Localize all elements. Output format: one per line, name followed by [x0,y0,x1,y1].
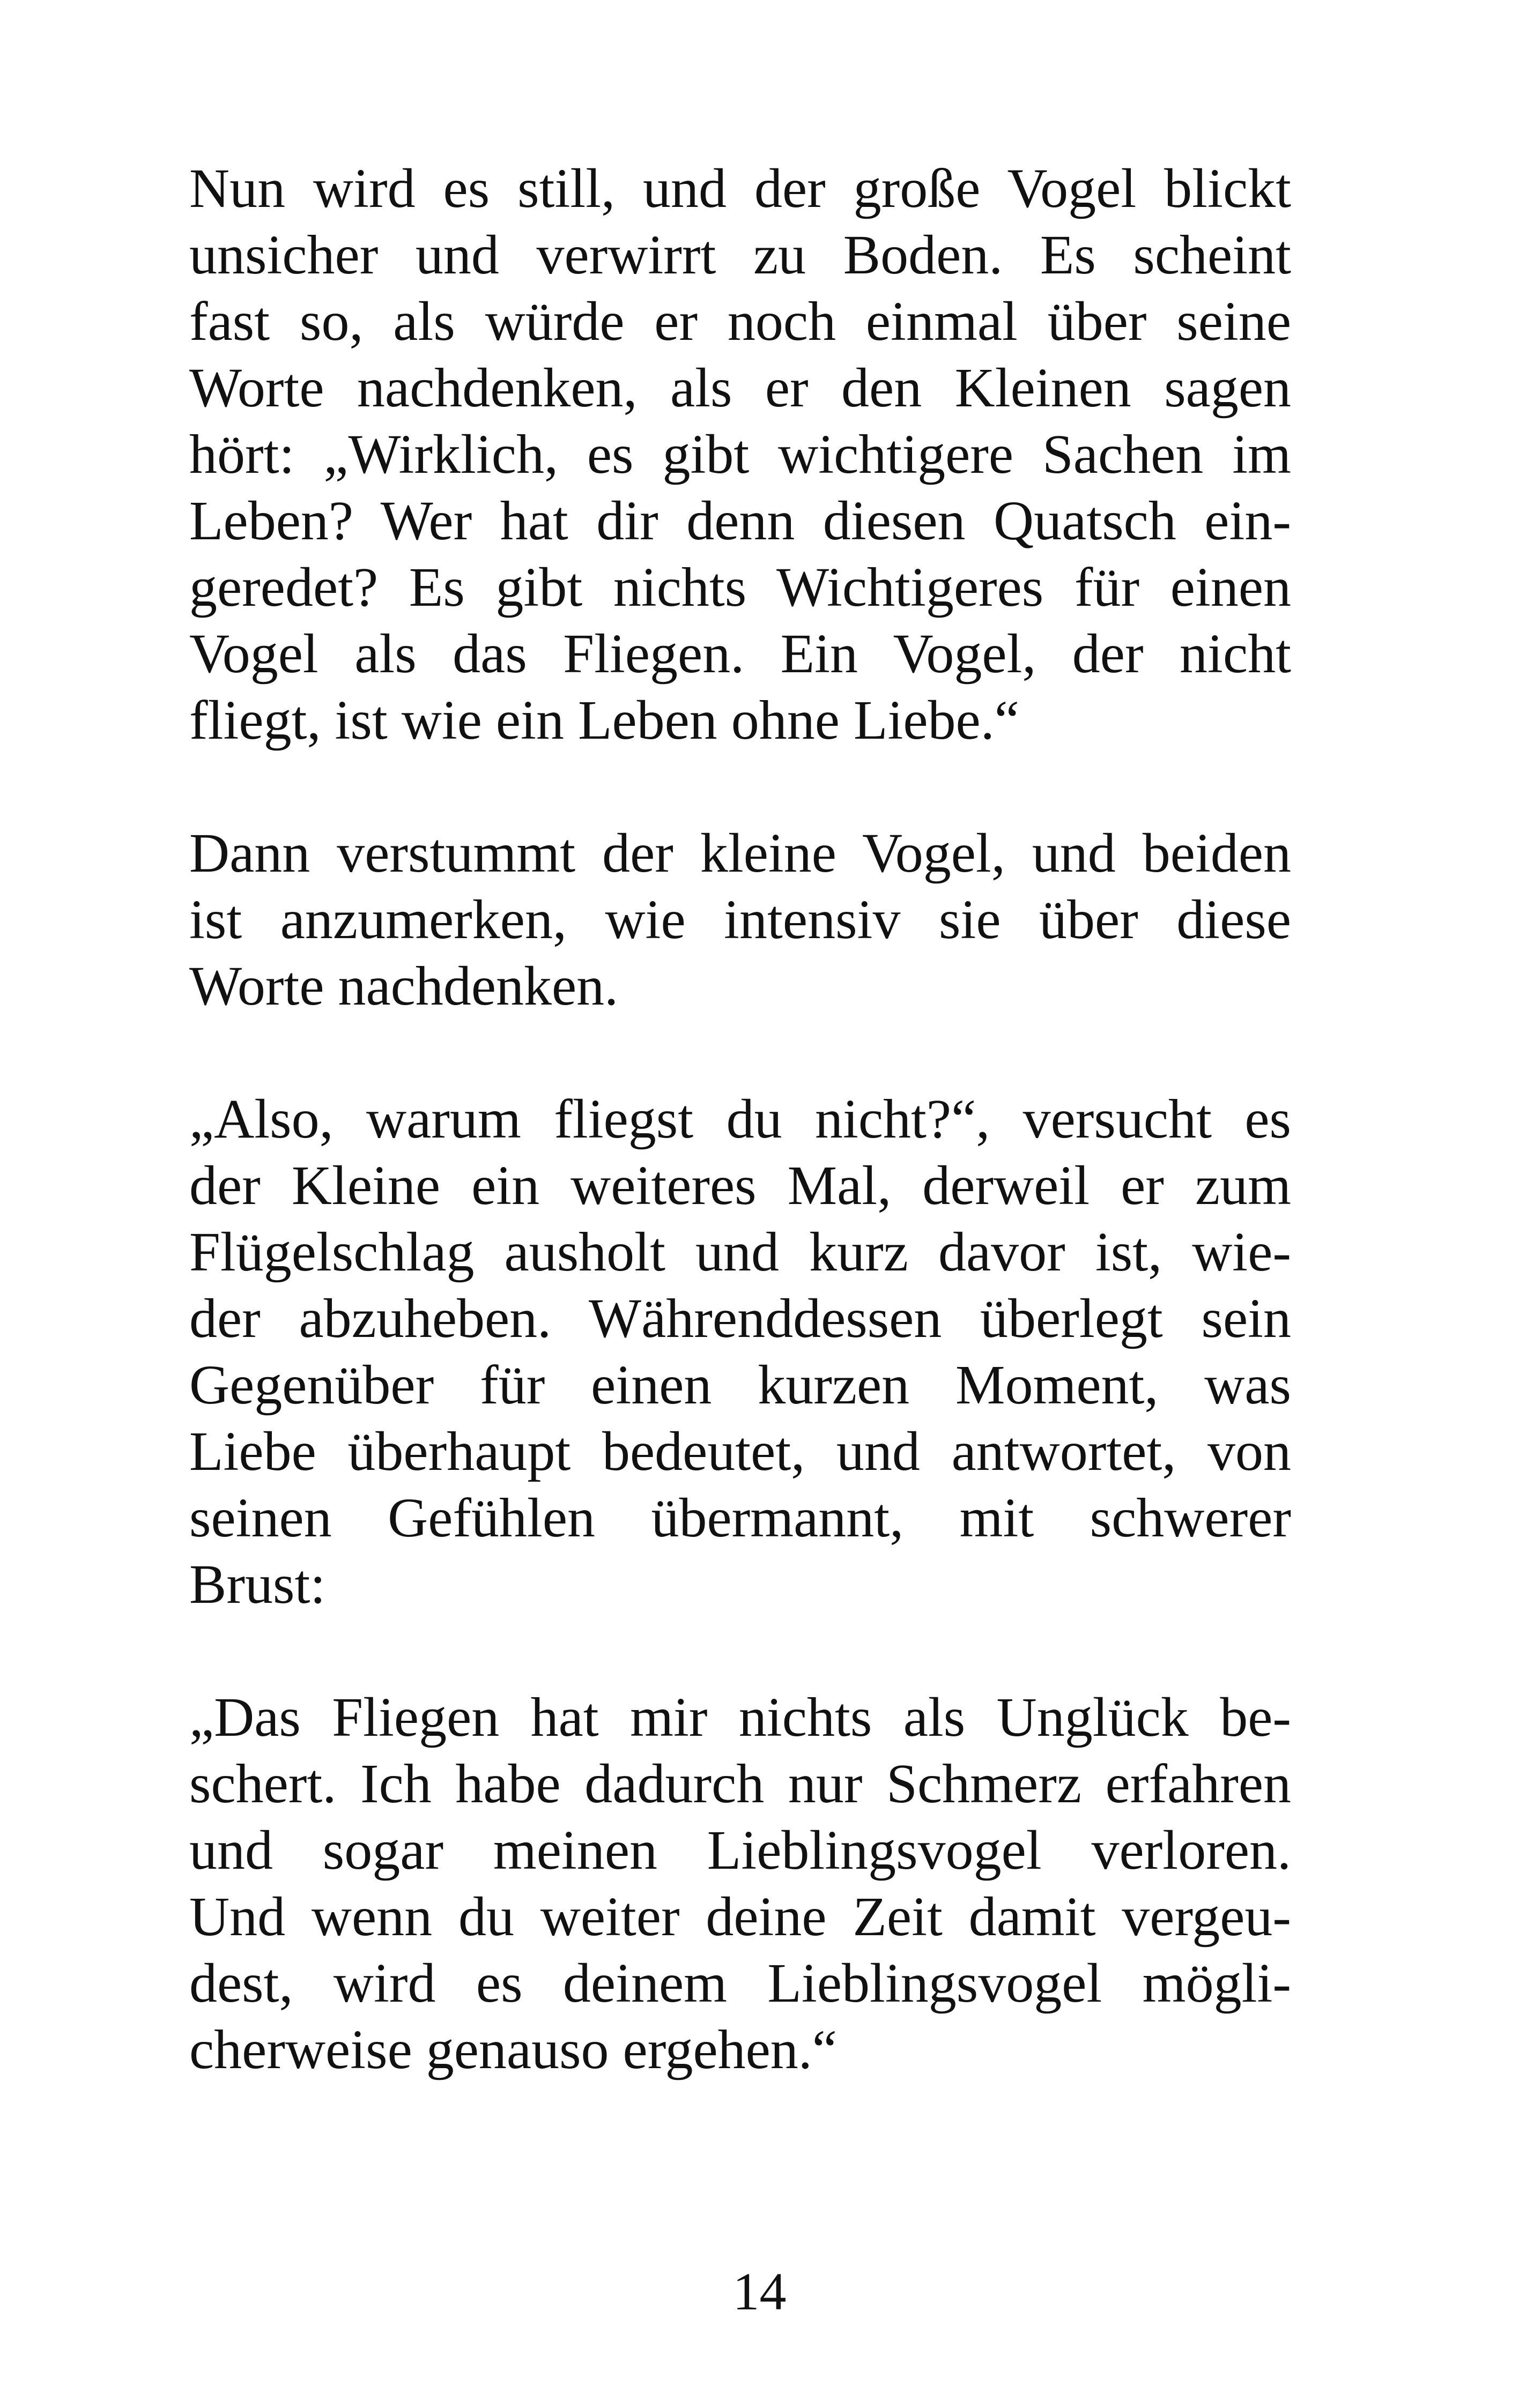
text-line: und sogar meinen Lieblingsvogel verloren. [189,1819,1291,1881]
text-line: schert. Ich habe dadurch nur Schmerz erfahren [189,1753,1291,1815]
text-line: ist anzumerken, wie intensiv sie über diese [189,889,1291,950]
text-line: Und wenn du weiter deine Zeit damit vergeu- [189,1886,1291,1948]
text-line: „Das Fliegen hat mir nichts als Unglück be- [189,1686,1291,1748]
text-line: „Also, warum fliegst du nicht?“, versucht es [189,1088,1291,1150]
text-line: Worte nachdenken. [189,955,619,1017]
text-line: Vogel als das Fliegen. Ein Vogel, der nicht [189,623,1291,685]
body-text [189,155,1291,2083]
text-line: Liebe überhaupt bedeutet, und antwortet, von [189,1421,1291,1482]
text-line: Dann verstummt der kleine Vogel, und beiden [189,822,1291,884]
text-line: Nun wird es still, und der große Vogel blickt [189,158,1291,219]
paragraph-1 [189,155,1291,754]
text-line: Brust: [189,1554,326,1615]
text-line: geredet? Es gibt nichts Wichtigeres für einen [189,556,1291,618]
page-number: 14 [732,2262,787,2321]
text-line: Leben? Wer hat dir denn diesen Quatsch ein- [189,490,1291,552]
text-line: fast so, als würde er noch einmal über seine [189,291,1291,352]
text-line: fliegt, ist wie ein Leben ohne Liebe.“ [189,689,1019,751]
text-line: unsicher und verwirrt zu Boden. Es scheint [189,224,1291,286]
text-line: Gegenüber für einen kurzen Moment, was [189,1354,1291,1416]
text-line: der Kleine ein weiteres Mal, derweil er zum [189,1155,1291,1216]
paragraph-3 [189,1086,1291,1618]
text-line: der abzuheben. Währenddessen überlegt sein [189,1288,1291,1349]
text-line: seinen Gefühlen übermannt, mit schwerer [189,1487,1291,1549]
text-line: hört: „Wirklich, es gibt wichtigere Sachen im [189,423,1291,485]
text-line: Flügelschlag ausholt und kurz davor ist, wie- [189,1221,1291,1283]
text-line: dest, wird es deinem Lieblingsvogel mögli- [189,1952,1291,2014]
paragraph-2 [189,820,1291,1020]
text-line: Worte nachdenken, als er den Kleinen sagen [189,357,1291,419]
text-line: cherweise genauso ergehen.“ [189,2019,837,2080]
paragraph-4 [189,1684,1291,2083]
